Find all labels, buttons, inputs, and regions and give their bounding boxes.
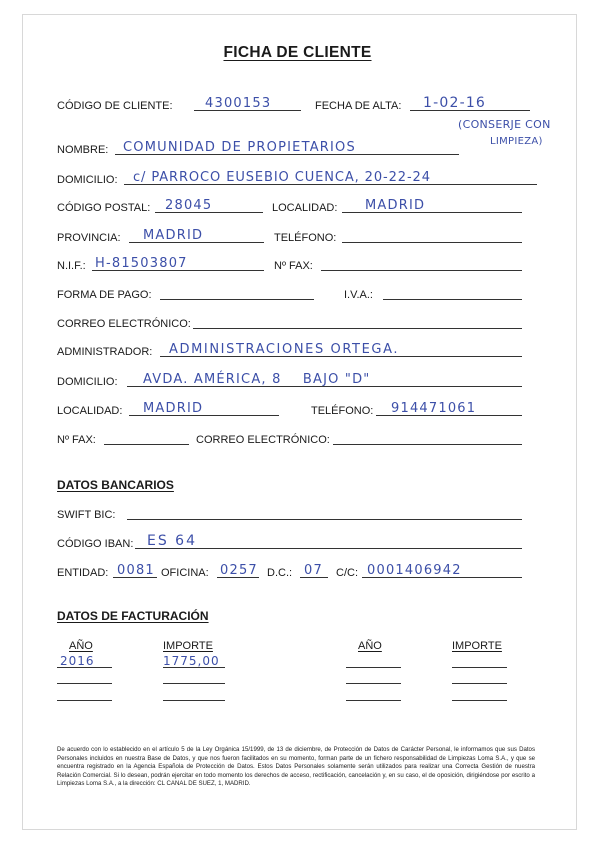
fact-cell[interactable] [346, 700, 401, 701]
swift-label: SWIFT BIC: [57, 509, 116, 521]
row-correo [57, 314, 537, 332]
adm-domicilio-label: DOMICILIO: [57, 376, 118, 388]
administrador-value: ADMINISTRACIONES ORTEGA. [169, 342, 400, 357]
row-adm-localidad [57, 401, 537, 419]
oficina-value: 0257 [220, 563, 258, 578]
iva-field[interactable] [383, 299, 522, 300]
legal-notice: De acuerdo con lo establecido en el artículo 5 de la Ley Orgánica 15/1999, de 13 de diciembre, de Protección de Datos de Carácter Personal, le informamos que sus Datos Personales incluidos en nuestra Base de Datos, y que nos fueron facilitados en su momento, forman parte de un fichero responsabilidad de Limpiezas Loma S.A., y que se encuentra registrado en la Agencia Española de Protección de Datos. Estos Datos Personales solamente serán utilizados para realizar una Correcta Gestión de nuestra Relación Comercial. Si lo desean, podrán ejercitar en todo momento los derechos de acceso, rectificación, cancelación y, en su caso, el de oposición, dirigiéndose por escrito a Limpiezas Loma S.A., a la dirección: CL CANAL DE SUEZ, 1, MADRID. [57, 746, 535, 788]
dc-label: D.C.: [267, 567, 293, 579]
fact-cell[interactable] [452, 683, 507, 684]
fax-field[interactable] [321, 270, 522, 271]
col-ano-2: AÑO [358, 640, 382, 652]
fact-row1-importe: 1775,00 [163, 654, 220, 668]
row-iban [57, 534, 537, 552]
fact-cell[interactable] [163, 700, 225, 701]
fact-cell[interactable] [346, 683, 401, 684]
row-entidad [57, 563, 537, 581]
correo-label: CORREO ELECTRÓNICO: [57, 318, 191, 330]
entidad-label: ENTIDAD: [57, 567, 109, 579]
cc-label: C/C: [336, 567, 358, 579]
row-domicilio [57, 170, 537, 188]
fact-cell[interactable] [163, 667, 225, 668]
row-codigo [57, 96, 537, 114]
fact-cell[interactable] [452, 700, 507, 701]
adm-telefono-value: 914471061 [391, 401, 477, 416]
localidad-value: MADRID [365, 198, 426, 213]
nombre-note-line2: LIMPIEZA) [490, 136, 543, 147]
fact-cell[interactable] [346, 667, 401, 668]
fact-row1-ano: 2016 [60, 654, 95, 668]
dc-value: 07 [304, 563, 323, 578]
row-provincia [57, 228, 537, 246]
oficina-label: OFICINA: [161, 567, 209, 579]
form-title: FICHA DE CLIENTE [223, 44, 372, 61]
row-swift [57, 505, 537, 523]
adm-fax-field[interactable] [104, 444, 189, 445]
adm-correo-label: CORREO ELECTRÓNICO: [196, 434, 330, 446]
provincia-value: MADRID [143, 228, 204, 243]
nombre-note-line1: (CONSERJE CON [458, 118, 551, 131]
nif-label: N.I.F.: [57, 260, 86, 272]
iban-value: ES 64 [147, 533, 197, 549]
forma-pago-field[interactable] [160, 299, 314, 300]
fecha-alta-label: FECHA DE ALTA: [315, 100, 402, 112]
nombre-label: NOMBRE: [57, 144, 109, 156]
iban-label: CÓDIGO IBAN: [57, 538, 134, 550]
codigo-postal-label: CÓDIGO POSTAL: [57, 202, 151, 214]
datos-facturacion-heading: DATOS DE FACTURACIÓN [57, 609, 209, 623]
domicilio-label: DOMICILIO: [57, 174, 118, 186]
iva-label: I.V.A.: [344, 289, 373, 301]
adm-telefono-label: TELÉFONO: [311, 405, 374, 417]
fecha-alta-value: 1-02-16 [423, 95, 487, 111]
administrador-label: ADMINISTRADOR: [57, 346, 153, 358]
codigo-cliente-label: CÓDIGO DE CLIENTE: [57, 100, 173, 112]
row-adm-domicilio [57, 372, 537, 390]
adm-localidad-label: LOCALIDAD: [57, 405, 123, 417]
row-administrador [57, 342, 537, 360]
adm-fax-label: Nº FAX: [57, 434, 96, 446]
adm-localidad-value: MADRID [143, 401, 204, 416]
col-importe-1: IMPORTE [163, 640, 213, 652]
nif-value: H-81503807 [95, 256, 188, 271]
codigo-cliente-value: 4300153 [205, 96, 272, 111]
fact-cell[interactable] [452, 667, 507, 668]
fax-label: Nº FAX: [274, 260, 313, 272]
provincia-label: PROVINCIA: [57, 232, 121, 244]
fact-cell[interactable] [57, 667, 112, 668]
row-forma-pago [57, 285, 537, 303]
nombre-value: COMUNIDAD DE PROPIETARIOS [123, 140, 356, 155]
row-cp [57, 198, 537, 216]
domicilio-value: c/ PARROCO EUSEBIO CUENCA, 20-22-24 [133, 170, 431, 185]
codigo-postal-value: 28045 [165, 198, 213, 213]
entidad-value: 0081 [117, 563, 155, 578]
row-nif [57, 256, 537, 274]
swift-field[interactable] [127, 519, 522, 520]
adm-correo-field[interactable] [333, 444, 522, 445]
row-nombre [57, 140, 537, 158]
row-adm-fax [57, 430, 537, 448]
localidad-label: LOCALIDAD: [272, 202, 338, 214]
col-ano-1: AÑO [69, 640, 93, 652]
cc-value: 0001406942 [367, 563, 462, 578]
fact-cell[interactable] [57, 700, 112, 701]
forma-pago-label: FORMA DE PAGO: [57, 289, 152, 301]
correo-field[interactable] [193, 328, 522, 329]
adm-domicilio-value: AVDA. AMÉRICA, 8 BAJO "D" [143, 372, 371, 387]
fact-cell[interactable] [57, 683, 112, 684]
fact-cell[interactable] [163, 683, 225, 684]
telefono-field[interactable] [342, 242, 522, 243]
col-importe-2: IMPORTE [452, 640, 502, 652]
telefono-label: TELÉFONO: [274, 232, 337, 244]
datos-bancarios-heading: DATOS BANCARIOS [57, 478, 174, 492]
